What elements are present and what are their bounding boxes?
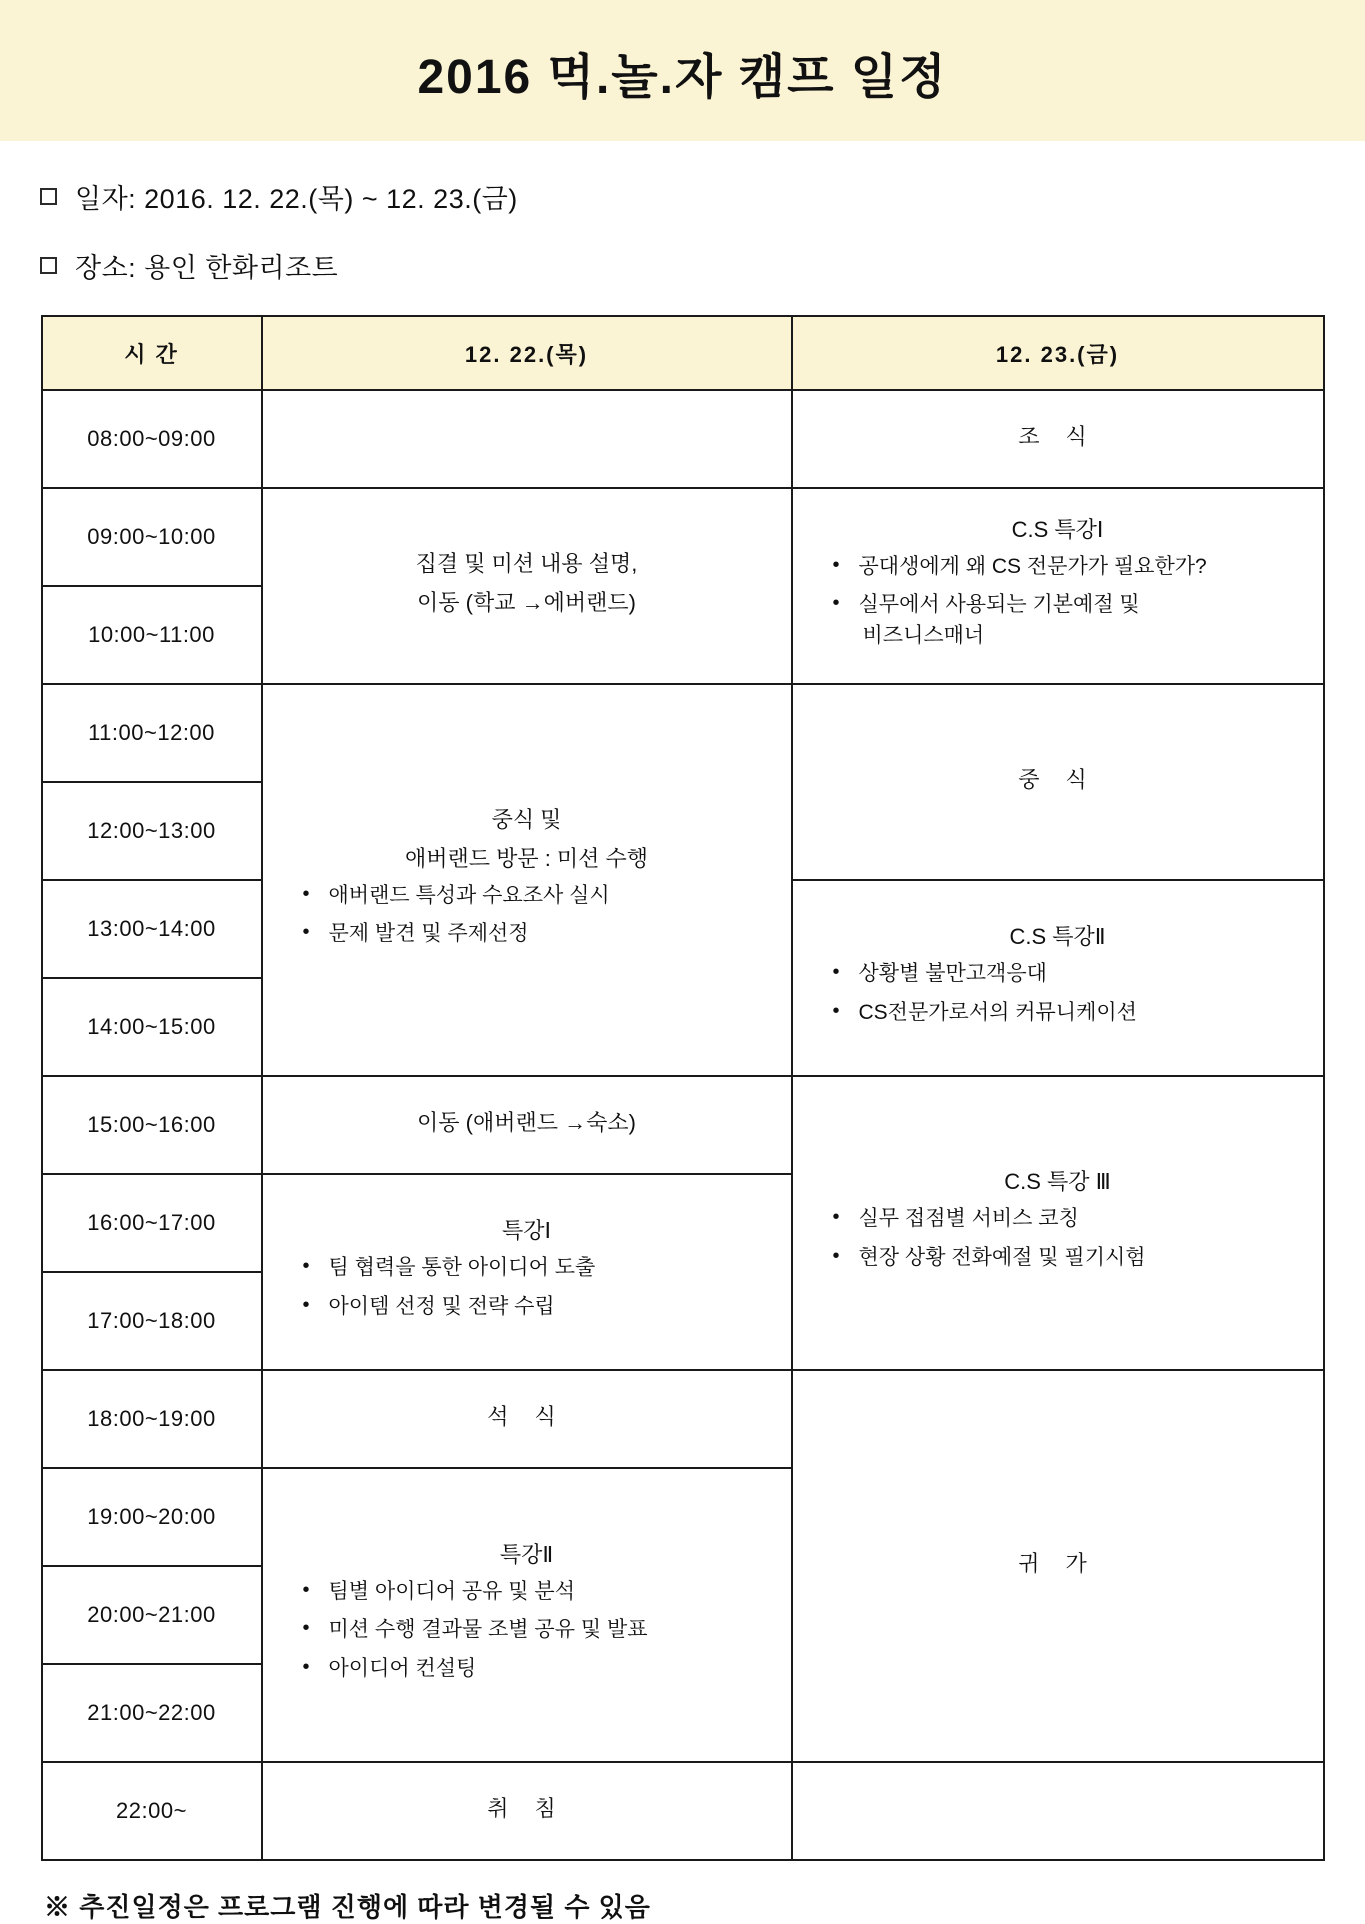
- day2-breakfast-label: 조 식: [1018, 423, 1097, 449]
- time-cell: 12:00~13:00: [42, 782, 262, 880]
- day1-lecture2-cell: [262, 1468, 792, 1762]
- list-item: • 애버랜드 특성과 수요조사 실시: [329, 881, 781, 911]
- page-title: 2016 먹.놀.자 캠프 일정: [417, 51, 948, 104]
- meta-item-location: [40, 246, 1365, 285]
- day1-gathering-line1: 집결 및 미션 내용 설명,: [415, 551, 638, 576]
- table-header-row: [42, 316, 1324, 390]
- day2-empty-cell: [792, 1762, 1324, 1860]
- list-item: • 팀 협력을 통한 아이디어 도출: [329, 1253, 781, 1283]
- day1-move-cell: [262, 1076, 792, 1174]
- list-item: [859, 590, 1313, 651]
- day1-everland-cell: [262, 684, 792, 1076]
- day1-bedtime-label: 취 침: [487, 1795, 566, 1821]
- footer-note: ※ 추진일정은 프로그램 진행에 따라 변경될 수 있음: [44, 1892, 651, 1922]
- time-cell: 15:00~16:00: [42, 1076, 262, 1174]
- schedule-table: [41, 315, 1325, 1861]
- day2-cs3-title: C.S 특강 Ⅲ: [1004, 1169, 1111, 1195]
- square-bullet-icon: [40, 188, 57, 205]
- list-item-text: 실무에서 사용되는 기본예절 및: [858, 593, 1140, 617]
- list-item-subtext: 비즈니스매너: [862, 623, 985, 647]
- list-item: • 미션 수행 결과물 조별 공유 및 발표: [329, 1615, 781, 1645]
- list-item: • 실무 접점별 서비스 코칭: [859, 1204, 1313, 1234]
- day2-cs1-title: C.S 특강Ⅰ: [1011, 516, 1104, 542]
- day2-return-label: 귀 가: [1018, 1550, 1097, 1576]
- list-item: • 공대생에게 왜 CS 전문가가 필요한가?: [859, 552, 1313, 582]
- day1-dinner-label: 석 식: [487, 1403, 566, 1429]
- table-row: [42, 1370, 1324, 1468]
- day1-lecture2-title: 특강Ⅱ: [499, 1541, 554, 1567]
- list-item: • 문제 발견 및 주제선정: [329, 919, 781, 949]
- table-row: [42, 1762, 1324, 1860]
- time-cell: 17:00~18:00: [42, 1272, 262, 1370]
- day1-everland-line1: 중식 및: [491, 806, 562, 832]
- day2-cs2-title: C.S 특강Ⅱ: [1009, 924, 1106, 950]
- table-row: [42, 1076, 1324, 1174]
- day1-lecture2-list: [273, 1577, 781, 1684]
- header-day2: 12. 23.(금): [792, 316, 1324, 390]
- day1-move-label: 이동 (애버랜드 →숙소): [417, 1109, 636, 1135]
- day1-gathering-line2: 이동 (학교 →에버랜드): [417, 590, 636, 615]
- list-item: • CS전문가로서의 커뮤니케이션: [859, 998, 1313, 1028]
- time-cell: 11:00~12:00: [42, 684, 262, 782]
- day2-cs3-cell: [792, 1076, 1324, 1370]
- day1-lecture1-title: 특강Ⅰ: [502, 1218, 551, 1244]
- day2-lunch-label: 중 식: [1018, 766, 1097, 792]
- meta-item-date: [40, 177, 1365, 216]
- table-row: [42, 390, 1324, 488]
- day1-dinner-cell: [262, 1370, 792, 1468]
- list-item: • 아이템 선정 및 전략 수립: [329, 1292, 781, 1322]
- title-banner: [0, 0, 1365, 141]
- table-row: [42, 488, 1324, 586]
- day2-cs2-list: [803, 959, 1313, 1028]
- day2-cs1-cell: [792, 488, 1324, 684]
- meta-location-text: 장소: 용인 한화리조트: [75, 253, 339, 283]
- day2-cs2-cell: [792, 880, 1324, 1076]
- time-cell: 22:00~: [42, 1762, 262, 1860]
- day2-lunch-cell: [792, 684, 1324, 880]
- table-row: [42, 684, 1324, 782]
- meta-date-text: 일자: 2016. 12. 22.(목) ~ 12. 23.(금): [75, 184, 518, 214]
- time-cell: 19:00~20:00: [42, 1468, 262, 1566]
- list-item: • 상황별 불만고객응대: [859, 959, 1313, 989]
- square-bullet-icon: [40, 257, 57, 274]
- day1-everland-list: [273, 881, 781, 950]
- header-day1: 12. 22.(목): [262, 316, 792, 390]
- meta-section: [40, 177, 1365, 285]
- time-cell: 09:00~10:00: [42, 488, 262, 586]
- time-cell: 08:00~09:00: [42, 390, 262, 488]
- day2-breakfast-cell: [792, 390, 1324, 488]
- day2-cs1-list: [803, 552, 1313, 651]
- time-cell: 16:00~17:00: [42, 1174, 262, 1272]
- day1-lecture1-list: [273, 1253, 781, 1322]
- time-cell: 10:00~11:00: [42, 586, 262, 684]
- time-cell: 20:00~21:00: [42, 1566, 262, 1664]
- day1-lecture1-cell: [262, 1174, 792, 1370]
- list-item: • 현장 상황 전화예절 및 필기시험: [859, 1243, 1313, 1273]
- day1-everland-line2: 애버랜드 방문 : 미션 수행: [404, 845, 649, 871]
- day1-empty-cell: [262, 390, 792, 488]
- time-cell: 14:00~15:00: [42, 978, 262, 1076]
- list-item: • 팀별 아이디어 공유 및 분석: [329, 1577, 781, 1607]
- time-cell: 21:00~22:00: [42, 1664, 262, 1762]
- day1-gathering-cell: [262, 488, 792, 684]
- header-time: 시 간: [42, 316, 262, 390]
- time-cell: 13:00~14:00: [42, 880, 262, 978]
- time-cell: 18:00~19:00: [42, 1370, 262, 1468]
- day2-return-cell: [792, 1370, 1324, 1762]
- day2-cs3-list: [803, 1204, 1313, 1273]
- list-item: • 아이디어 컨설팅: [329, 1654, 781, 1684]
- day1-bedtime-cell: [262, 1762, 792, 1860]
